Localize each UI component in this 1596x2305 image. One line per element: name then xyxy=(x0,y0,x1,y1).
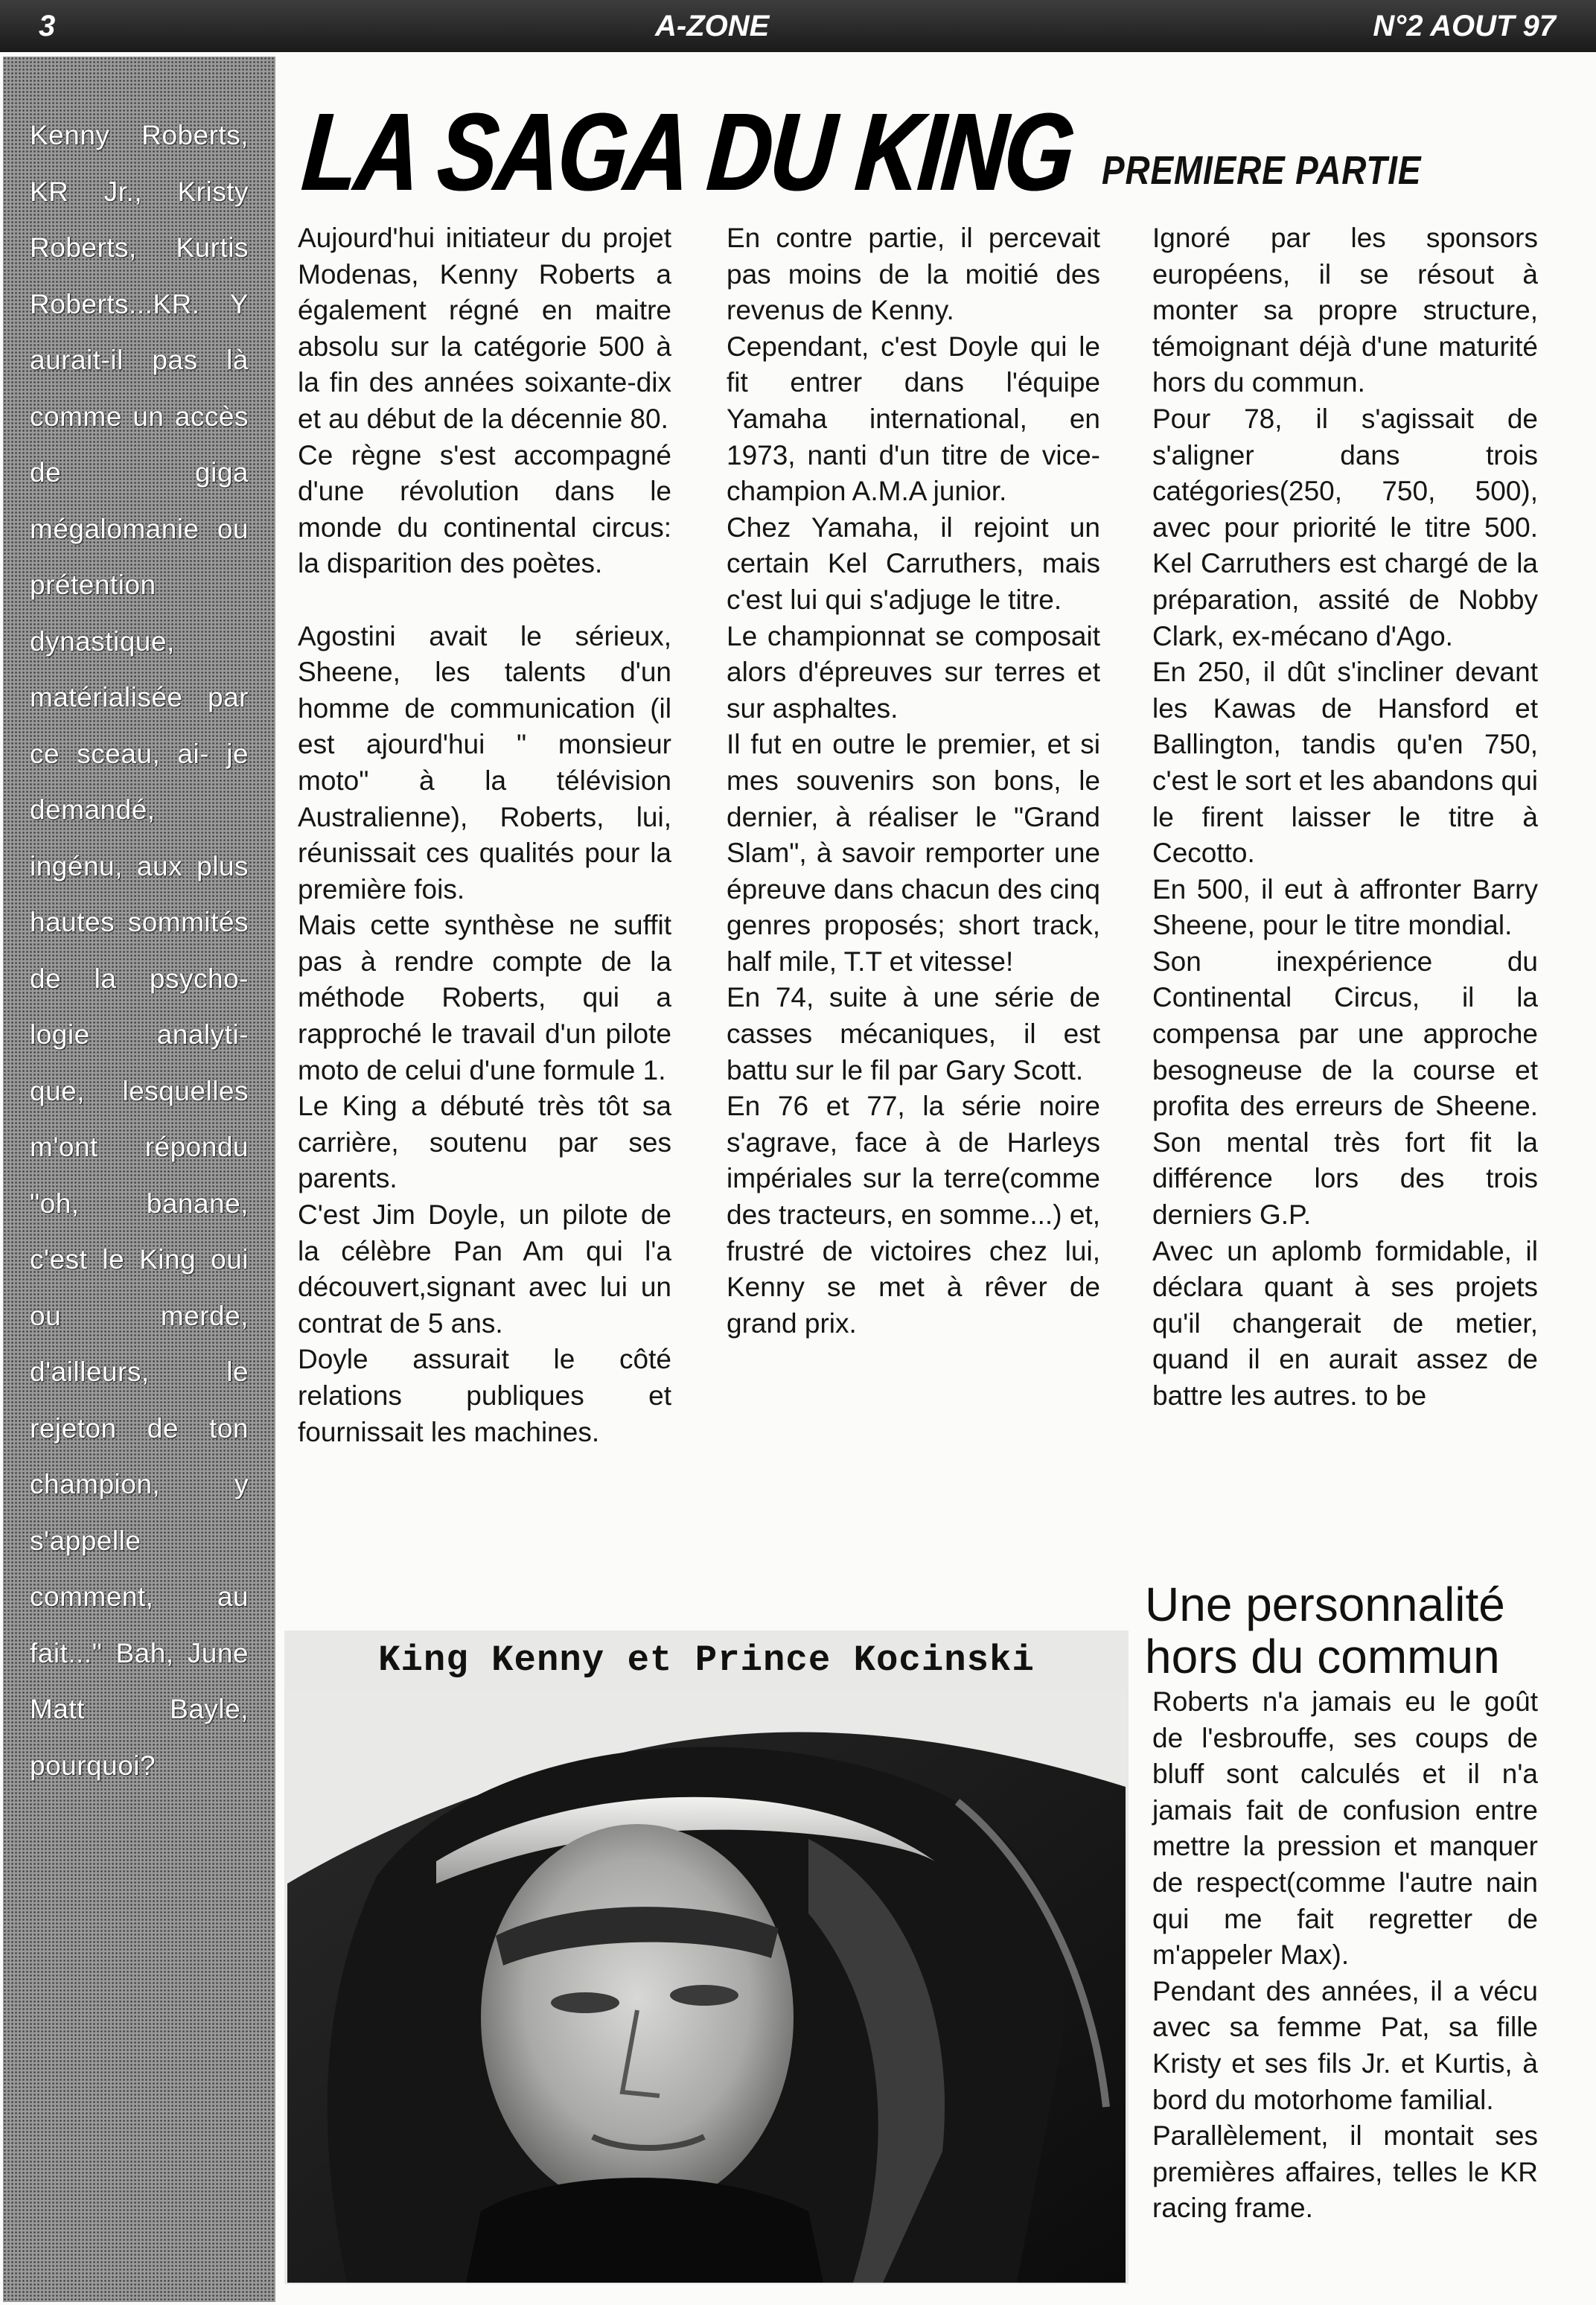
paragraph: Mais cette synthèse ne suffit pas à rendre compte de la méthode Roberts, qui a rapproché le travail d'un pilote moto de celui d'une formule 1. xyxy=(298,910,671,1085)
magazine-title: A-ZONE xyxy=(655,10,770,42)
paragraph: Pendant des années, il a vécu avec sa femme Pat, sa fille Kristy et ses fils Jr. et Kurtis, à bord du motorhome familial. xyxy=(1152,1975,1538,2115)
paragraph: En 76 et 77, la série noire s'agrave, face à de Harleys impériales sur la terre(comme des tracteurs, en somme...) et, frustré de victoires chez lui, Kenny se met à rêver de grand prix. xyxy=(727,1091,1100,1339)
paragraph: Ignoré par les sponsors européens, il se résout à monter sa propre structure, témoignant déjà d'une maturité hors du commun. xyxy=(1152,223,1538,398)
article-subtitle: PREMIERE PARTIE xyxy=(1102,148,1422,193)
paragraph: Le King a débuté très tôt sa carrière, soutenu par ses parents. xyxy=(298,1091,671,1194)
paragraph: Cependant, c'est Doyle qui le fit entrer dans l'équipe Yamaha international, en 1973, nanti d'un titre de vice-champion A.M.A junior. xyxy=(727,331,1100,507)
paragraph-gap xyxy=(298,582,671,619)
photo-block xyxy=(284,1630,1129,2284)
paragraph: C'est Jim Doyle, un pilote de la célèbre Pan Am qui l'a découvert,signant avec lui un contrat de 5 ans. xyxy=(298,1199,671,1339)
paragraph: En 74, suite à une série de casses mécaniques, il est battu sur le fil par Gary Scott. xyxy=(727,982,1100,1085)
paragraph: Agostini avait le sérieux, Sheene, les talents d'un homme de communication (il est ajourd'hui " monsieur moto" à la télévision Australienne), Roberts, lui, réunissait ces qualités pour la première fois. xyxy=(298,620,671,905)
article-title: LA SAGA DU KING xyxy=(298,91,1078,214)
paragraph: Son inexpérience du Continental Circus, il la compensa par une approche besogneuse de la course et profita des erreurs de Sheene. Son mental très fort fit la différence lors des trois derniers G.P. xyxy=(1152,946,1538,1231)
headline-area xyxy=(298,91,1578,214)
paragraph: En contre partie, il percevait pas moins de la moitié des revenus de Kenny. xyxy=(727,223,1100,326)
section-title: Une personnalité hors du commun xyxy=(1145,1578,1505,1683)
article-column-3 xyxy=(1152,220,1538,1415)
paragraph: Avec un aplomb formidable, il déclara quant à ses projets qu'il changerait de metier, quand il en aurait assez de battre les autres. to be xyxy=(1152,1235,1538,1411)
article-column-4 xyxy=(1152,1684,1538,2227)
photo-caption: King Kenny et Prince Kocinski xyxy=(378,1639,1035,1681)
paragraph: Doyle assurait le côté relations publiques et fournissait les machines. xyxy=(298,1344,671,1447)
paragraph: Pour 78, il s'agissait de s'aligner dans trois catégories(250, 750, 500), avec pour priorité le titre 500. Kel Carruthers est chargé de la préparation, assité de Nobby Clark, ex-mécano d'Ago. xyxy=(1152,403,1538,651)
paragraph: En 250, il dût s'incliner devant les Kawas de Hansford et Ballington, tandis qu'en 750, c'est le sort et les abandons qui le firent laisser le titre à Cecotto. xyxy=(1152,657,1538,869)
paragraph: Aujourd'hui initiateur du projet Modenas, Kenny Roberts a également régné en maitre absolu sur la catégorie 500 à la fin des années soixante-dix et au début de la décennie 80. xyxy=(298,223,671,434)
paragraph: Il fut en outre le premier, et si mes souvenirs son bons, le dernier, à réaliser le "Grand Slam", à savoir remporter une épreuve dans chacun des cinq genres proposés; short track, half mile, T.T et vitesse! xyxy=(727,729,1100,977)
paragraph: Le championnat se composait alors d'épreuves sur terres et sur asphaltes. xyxy=(727,620,1100,724)
article-column-1 xyxy=(298,220,671,1450)
article-column-2 xyxy=(727,220,1100,1342)
paragraph: Parallèlement, il montait ses premières affaires, telles le KR racing frame. xyxy=(1152,2120,1538,2224)
rider-photo xyxy=(287,1690,1126,2283)
header-bar xyxy=(0,0,1596,52)
sidebar-column xyxy=(3,57,275,2302)
sidebar-text: Kenny Roberts, KR Jr., Kristy Roberts, Kurtis Roberts...KR. Y aurait-il pas là comme un accès de giga mégalomanie ou prétention dynastique, matérialisée par ce sceau, ai- je demandé, ingénu, aux plus hautes sommités de la psycho- logie analyti- que, lesquelles m'ont répondu "oh, banane, c'est le King oui ou merde, d'ailleurs, le rejeton de ton champion, y s'appelle comment, au fait..." Bah, June Matt Bayle, pourquoi? xyxy=(30,120,249,1781)
paragraph: Chez Yamaha, il rejoint un certain Kel Carruthers, mais c'est lui qui s'adjuge le titre. xyxy=(727,511,1100,615)
paragraph: En 500, il eut à affronter Barry Sheene, pour le titre mondial. xyxy=(1152,873,1538,941)
page-number: 3 xyxy=(39,10,56,42)
paragraph: Ce règne s'est accompagné d'une révolution dans le monde du continental circus: la disparition des poètes. xyxy=(298,439,671,579)
paragraph: Roberts n'a jamais eu le goût de l'esbrouffe, ses coups de bluff sont calculés et il n'a jamais fait de confusion entre mettre la pression et manquer de respect(comme l'autre nain qui me fait regretter de m'appeler Max). xyxy=(1152,1686,1538,1971)
issue-label: N°2 AOUT 97 xyxy=(1373,10,1556,42)
